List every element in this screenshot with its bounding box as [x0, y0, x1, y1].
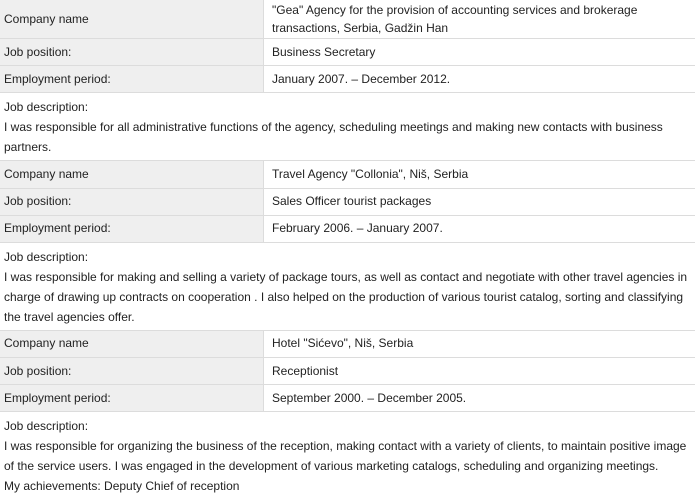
company-label: Company name: [0, 161, 264, 188]
employment-entry: [0, 0, 695, 161]
employment-entry: [0, 161, 695, 331]
position-row: [0, 39, 695, 66]
company-value: "Gea" Agency for the provision of accounting services and brokerage transactions, Serbia, Gadžin Han: [264, 0, 695, 39]
employment-details-table: [0, 161, 695, 243]
company-row: [0, 0, 695, 39]
period-row: [0, 66, 695, 93]
achievements-text: My achievements: Deputy Chief of reception: [4, 476, 691, 496]
period-row: [0, 385, 695, 412]
description-text: I was responsible for organizing the business of the reception, making contact with a variety of clients, to maintain positive image of the service users. I was engaged in the development of various marketing catalogs, scheduling and organizing meetings.: [4, 436, 691, 476]
period-row: [0, 215, 695, 242]
position-value: Sales Officer tourist packages: [264, 188, 695, 215]
period-value: January 2007. – December 2012.: [264, 66, 695, 93]
description-label: Job description:: [4, 247, 691, 267]
description-text: I was responsible for all administrative functions of the agency, scheduling meetings and making new contacts with business partners.: [4, 117, 691, 157]
company-label: Company name: [0, 331, 264, 358]
period-label: Employment period:: [0, 66, 264, 93]
job-description: [0, 412, 695, 499]
position-value: Receptionist: [264, 358, 695, 385]
position-row: [0, 358, 695, 385]
job-description: [0, 93, 695, 161]
description-text: I was responsible for making and selling a variety of package tours, as well as contact and negotiate with other travel agencies in charge of drawing up contracts on cooperation . I also helped on the production of various tourist catalog, sorting and classifying the travel agencies offer.: [4, 267, 691, 327]
period-value: September 2000. – December 2005.: [264, 385, 695, 412]
position-label: Job position:: [0, 188, 264, 215]
position-label: Job position:: [0, 39, 264, 66]
description-label: Job description:: [4, 416, 691, 436]
period-label: Employment period:: [0, 385, 264, 412]
job-description: [0, 243, 695, 331]
description-label: Job description:: [4, 97, 691, 117]
company-row: [0, 161, 695, 188]
company-row: [0, 331, 695, 358]
period-label: Employment period:: [0, 215, 264, 242]
employment-details-table: [0, 0, 695, 93]
position-label: Job position:: [0, 358, 264, 385]
position-value: Business Secretary: [264, 39, 695, 66]
company-value: Travel Agency "Collonia", Niš, Serbia: [264, 161, 695, 188]
employment-details-table: [0, 331, 695, 413]
period-value: February 2006. – January 2007.: [264, 215, 695, 242]
company-value: Hotel "Sićevo", Niš, Serbia: [264, 331, 695, 358]
position-row: [0, 188, 695, 215]
company-label: Company name: [0, 0, 264, 39]
employment-entry: [0, 331, 695, 499]
